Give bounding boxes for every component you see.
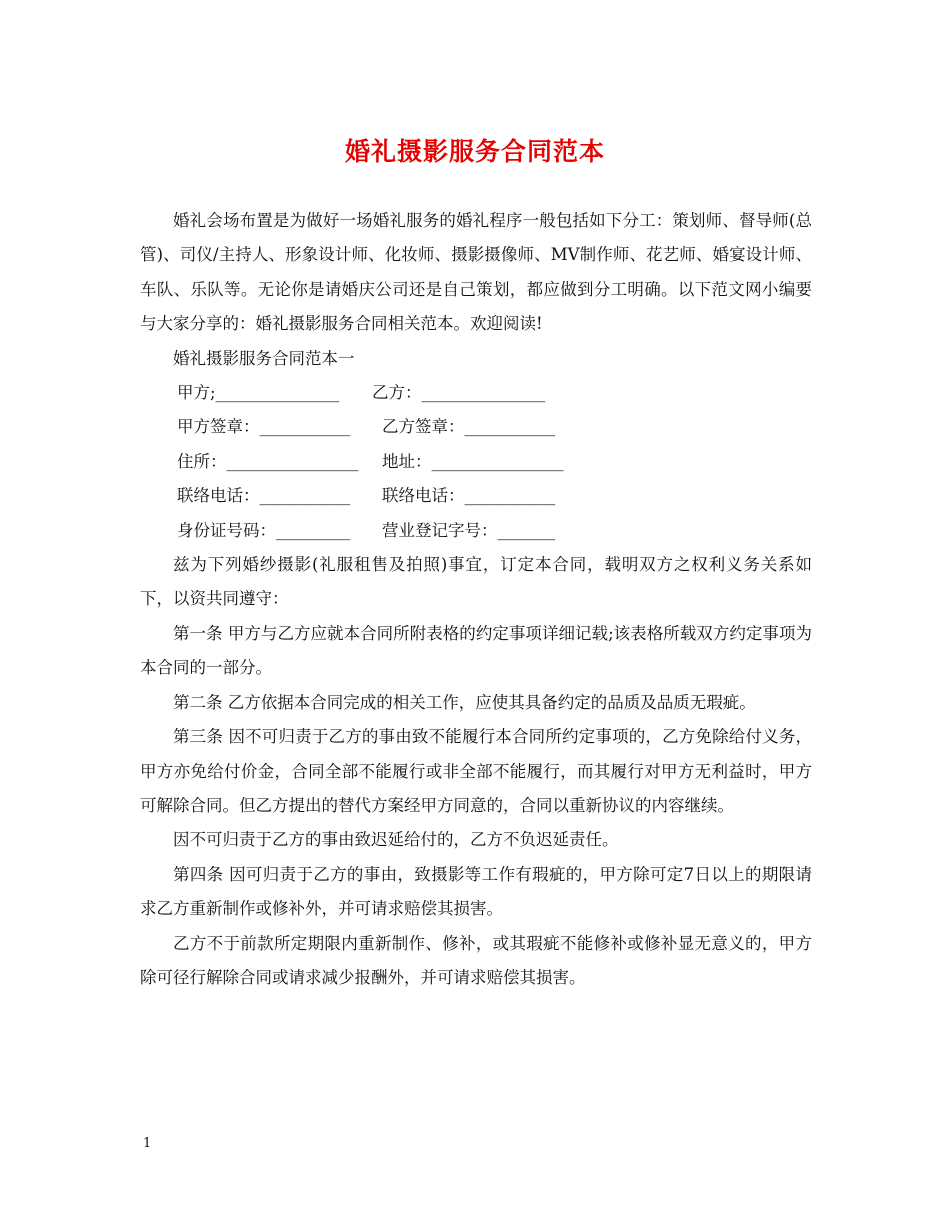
party-a-id-field: 身份证号码：_________	[177, 520, 351, 540]
party-a-phone-field: 联络电话：___________	[177, 486, 351, 506]
party-name-row	[140, 376, 812, 410]
page-number: 1	[143, 1136, 152, 1151]
party-b-phone-field: 联络电话：___________	[382, 486, 556, 506]
party-b-registration-field: 营业登记字号：_______	[382, 520, 556, 540]
preamble-paragraph: 兹为下列婚纱摄影(礼服租售及拍照)事宜，订定本合同，载明双方之权利义务关系如下，以资共同遵守：	[140, 555, 812, 609]
party-a-address-field: 住所：________________	[177, 451, 359, 471]
party-a-name-field: 甲方;_______________	[177, 383, 340, 403]
article-2-paragraph: 第二条 乙方依据本合同完成的相关工作，应使其具备约定的品质及品质无瑕疵。	[173, 692, 756, 712]
article-3-paragraph: 第三条 因不可归责于乙方的事由致不能履行本合同所约定事项的，乙方免除给付义务，甲方亦免给付价金，合同全部不能履行或非全部不能履行，而其履行对甲方无利益时，甲方可解除合同。但乙方提出的替代方案经甲方同意的，合同以重新协议的内容继续。	[140, 727, 812, 815]
signature-row	[140, 410, 812, 444]
article-1-paragraph: 第一条 甲方与乙方应就本合同所附表格的约定事项详细记载;该表格所载双方约定事项为本合同的一部分。	[140, 623, 812, 678]
address-row	[140, 445, 812, 479]
party-b-address-field: 地址：________________	[382, 451, 564, 471]
intro-paragraph: 婚礼会场布置是为做好一场婚礼服务的婚礼程序一般包括如下分工：策划师、督导师(总管)、司仪/主持人、形象设计师、化妆师、摄影摄像师、MV制作师、花艺师、婚宴设计师、车队、乐队等。无论你是请婚庆公司还是自己策划，都应做到分工明确。以下范文网小编要与大家分享的：婚礼摄影服务合同相关范本。欢迎阅读!	[140, 211, 812, 334]
party-b-name-field: 乙方：_______________	[372, 383, 546, 403]
document-title: 婚礼摄影服务合同范本	[344, 137, 605, 166]
party-b-signature-field: 乙方签章：___________	[382, 417, 556, 437]
article-3-clause-paragraph: 因不可归责于乙方的事由致迟延给付的，乙方不负迟延责任。	[173, 830, 619, 850]
id-row	[140, 514, 812, 548]
article-4-clause-paragraph: 乙方不于前款所定期限内重新制作、修补，或其瑕疵不能修补或修补显无意义的，甲方除可径行解除合同或请求减少报酬外，并可请求赔偿其损害。	[140, 933, 812, 987]
article-4-paragraph: 第四条 因可归责于乙方的事由，致摄影等工作有瑕疵的，甲方除可定7日以上的期限请求乙方重新制作或修补外，并可请求赔偿其损害。	[140, 864, 812, 919]
section-heading: 婚礼摄影服务合同范本一	[173, 348, 355, 368]
phone-row	[140, 479, 812, 513]
party-a-signature-field: 甲方签章：___________	[177, 417, 351, 437]
document-body	[140, 204, 812, 995]
